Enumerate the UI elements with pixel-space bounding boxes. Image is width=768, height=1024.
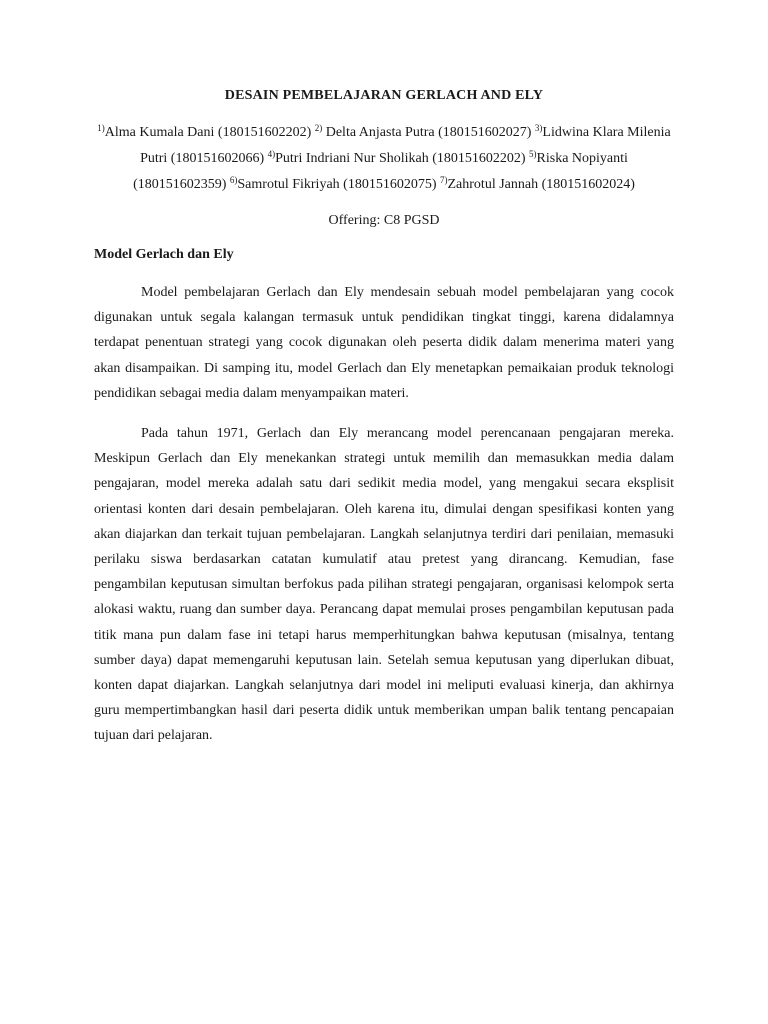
author-1 [97, 125, 311, 140]
author-7 [440, 177, 635, 192]
author-2-number: 2) [314, 123, 323, 133]
author-2-name: Delta Anjasta Putra (180151602027) [325, 125, 532, 140]
author-3-number: 3) [534, 123, 543, 133]
author-1-number: 1) [97, 123, 105, 133]
author-4-number: 4) [267, 149, 276, 159]
author-5-name: Riska Nopiyanti (180151602359) [133, 151, 628, 192]
paragraph-2: Pada tahun 1971, Gerlach dan Ely merancang model perencanaan pengajaran mereka. Meskipun Gerlach dan Ely menekankan strategi untuk memilih dan memasukkan media dalam pengajaran, model mereka adalah satu dari sedikit media model, yang mengakui secara eksplisit orientasi konten dari desain pembelajaran. Oleh karena itu, dimulai dengan spesifikasi konten yang akan diajarkan dan terkait tujuan pembelajaran. Langkah selanjutnya terdiri dari penilaian, memasuki perilaku siswa berdasarkan catatan kumulatif atau pretest yang dirancang. Kemudian, fase pengambilan keputusan simultan berfokus pada pilihan strategi pengajaran, organisasi kelompok serta alokasi waktu, ruang dan sumber daya. Perancang dapat memulai proses pengambilan keputusan pada titik mana pun dalam fase ini tetapi harus memperhitungkan bahwa keputusan (misalnya, tentang sumber daya) dapat memengaruhi keputusan lain. Setelah semua keputusan yang diperlukan dibuat, konten dapat diajarkan. Langkah selanjutnya dari model ini meliputi evaluasi kinerja, dan akhirnya guru mempertimbangkan hasil dari peserta didik untuk memberikan umpan balik tentang pencapaian tujuan dari pelajaran. [94, 426, 674, 744]
author-1-name: Alma Kumala Dani (180151602202) [104, 125, 312, 140]
author-7-number: 7) [440, 175, 448, 185]
offering-line: Offering: C8 PGSD [328, 213, 440, 228]
document-title: DESAIN PEMBELAJARAN GERLACH AND ELY [224, 88, 544, 103]
author-6-number: 6) [229, 175, 238, 185]
author-5-number: 5) [529, 149, 537, 159]
author-4 [268, 151, 526, 166]
author-6-name: Samrotul Fikriyah (180151602075) [237, 177, 437, 192]
author-2 [315, 125, 532, 140]
section-heading: Model Gerlach dan Ely [94, 247, 234, 262]
paragraph-1: Model pembelajaran Gerlach dan Ely mendesain sebuah model pembelajaran yang cocok digunakan untuk segala kalangan termasuk untuk pendidikan tingkat tinggi, karena didalamnya terdapat penentuan strategi yang cocok digunakan oleh peserta didik dalam menerima materi yang akan disampaikan. Di samping itu, model Gerlach dan Ely menetapkan pemaikaian produk teknologi pendidikan sebagai media dalam menyampaikan materi. [94, 285, 674, 401]
author-6 [230, 177, 437, 192]
author-7-name: Zahrotul Jannah (180151602024) [447, 177, 635, 192]
document-page [94, 86, 674, 749]
author-3-name: Lidwina Klara Milenia Putri (180151602066) [140, 125, 671, 166]
author-list [94, 120, 674, 198]
author-4-name: Putri Indriani Nur Sholikah (180151602202) [275, 151, 526, 166]
